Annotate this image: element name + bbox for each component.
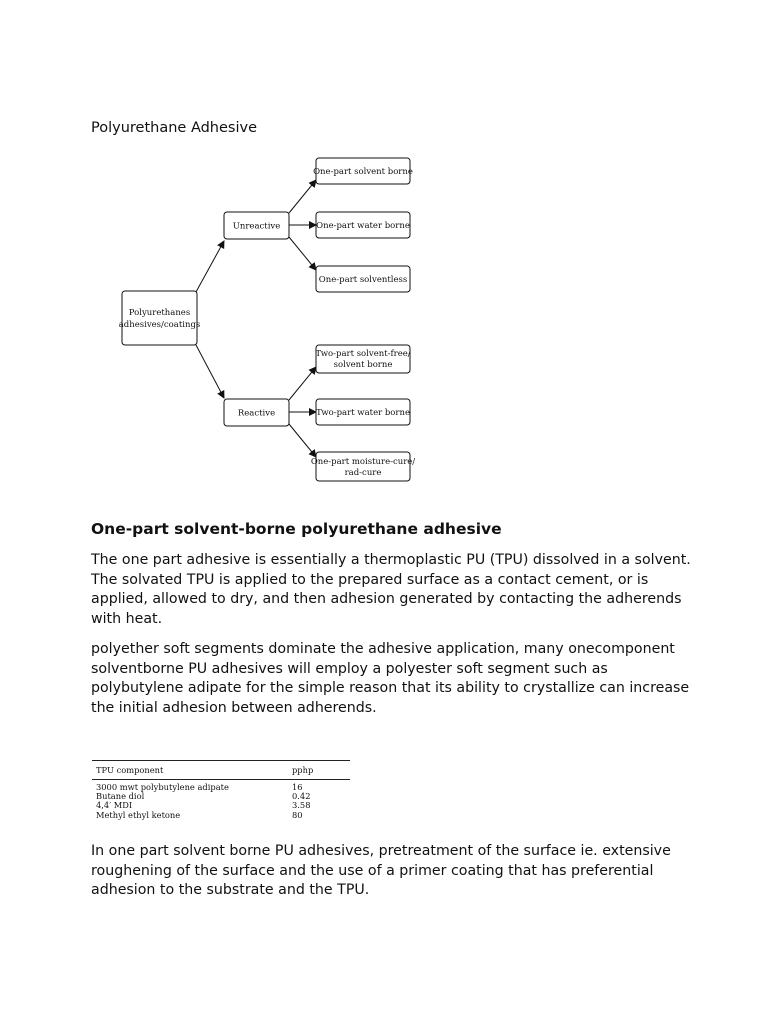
node-polyurethanes-line2: adhesives/coatings bbox=[118, 320, 201, 330]
node-polyurethanes bbox=[119, 291, 201, 345]
node-polyurethanes-line1: Polyurethanes bbox=[128, 308, 191, 318]
edge-root-reactive bbox=[196, 345, 224, 398]
node-unreactive bbox=[224, 212, 289, 239]
node-one-part-moisture-cure bbox=[311, 452, 415, 481]
table-row bbox=[92, 811, 350, 820]
edge-reactive-one-part-moisture bbox=[289, 424, 316, 457]
cell-amount: 80 bbox=[292, 809, 303, 820]
node-two-part-solvent-free bbox=[315, 345, 410, 373]
cell-component: 3000 mwt polybutylene adipate bbox=[96, 782, 229, 792]
cell-component: Methyl ethyl ketone bbox=[96, 809, 181, 820]
edge-unreactive-solvent-borne bbox=[289, 180, 316, 213]
node-two-part-solvent-free-line1: Two-part solvent-free/ bbox=[315, 349, 411, 359]
node-one-part-moisture-cure-line1: One-part moisture-cure/ bbox=[310, 457, 416, 467]
paragraph-pretreatment: In one part solvent borne PU adhesives, pretreatment of the surface ie. extensive roughening of the surface and the use of a primer coating that has preferential adhesion to the substrate and the TPU. bbox=[91, 843, 671, 899]
header-tpu-component: TPU component bbox=[96, 765, 164, 775]
node-one-part-solvent-borne-label: One-part solvent borne bbox=[313, 167, 413, 177]
node-one-part-solventless bbox=[316, 266, 410, 292]
cell-amount: 3.58 bbox=[292, 800, 311, 811]
edge-reactive-two-part-solvent bbox=[289, 367, 316, 400]
node-one-part-solvent-borne bbox=[313, 158, 413, 184]
cell-component: Butane diol bbox=[96, 791, 145, 802]
cell-component: 4,4′ MDI bbox=[96, 800, 133, 811]
edge-unreactive-solventless bbox=[289, 237, 316, 270]
paragraph-soft-segments: polyether soft segments dominate the adhesive application, many onecomponent solventborne PU adhesives will employ a polyester soft segment such as polybutylene adipate for the simple reason that its ability to crystallize can increase the initial adhesion between adherends. bbox=[91, 641, 690, 716]
section-heading: One-part solvent-borne polyurethane adhesive bbox=[91, 520, 502, 538]
cell-amount: 16 bbox=[292, 782, 303, 792]
node-two-part-water-borne bbox=[316, 399, 410, 425]
node-two-part-water-borne-label: Two-part water borne bbox=[315, 408, 411, 418]
paragraph-tpu-description: The one part adhesive is essentially a thermoplastic PU (TPU) dissolved in a solvent. The solvated TPU is applied to the prepared surface as a contact cement, or is applied, allowed to dry, and then adhesion generated by contacting the adherends with heat. bbox=[91, 552, 691, 627]
node-two-part-solvent-free-line2: solvent borne bbox=[333, 360, 393, 370]
header-pphp: pphp bbox=[292, 765, 314, 775]
node-unreactive-label: Unreactive bbox=[232, 221, 281, 232]
node-reactive-label: Reactive bbox=[237, 408, 276, 419]
node-one-part-water-borne-label: One-part water borne bbox=[316, 221, 410, 231]
node-one-part-water-borne bbox=[316, 212, 410, 238]
edge-root-unreactive bbox=[196, 241, 224, 292]
table-header-row bbox=[92, 761, 350, 779]
node-one-part-moisture-cure-line2: rad-cure bbox=[344, 468, 382, 478]
node-one-part-solventless-label: One-part solventless bbox=[318, 275, 408, 285]
node-reactive bbox=[224, 399, 289, 426]
cell-amount: 0.42 bbox=[292, 791, 311, 802]
tpu-component-table bbox=[92, 760, 350, 820]
page-title: Polyurethane Adhesive bbox=[91, 120, 258, 136]
